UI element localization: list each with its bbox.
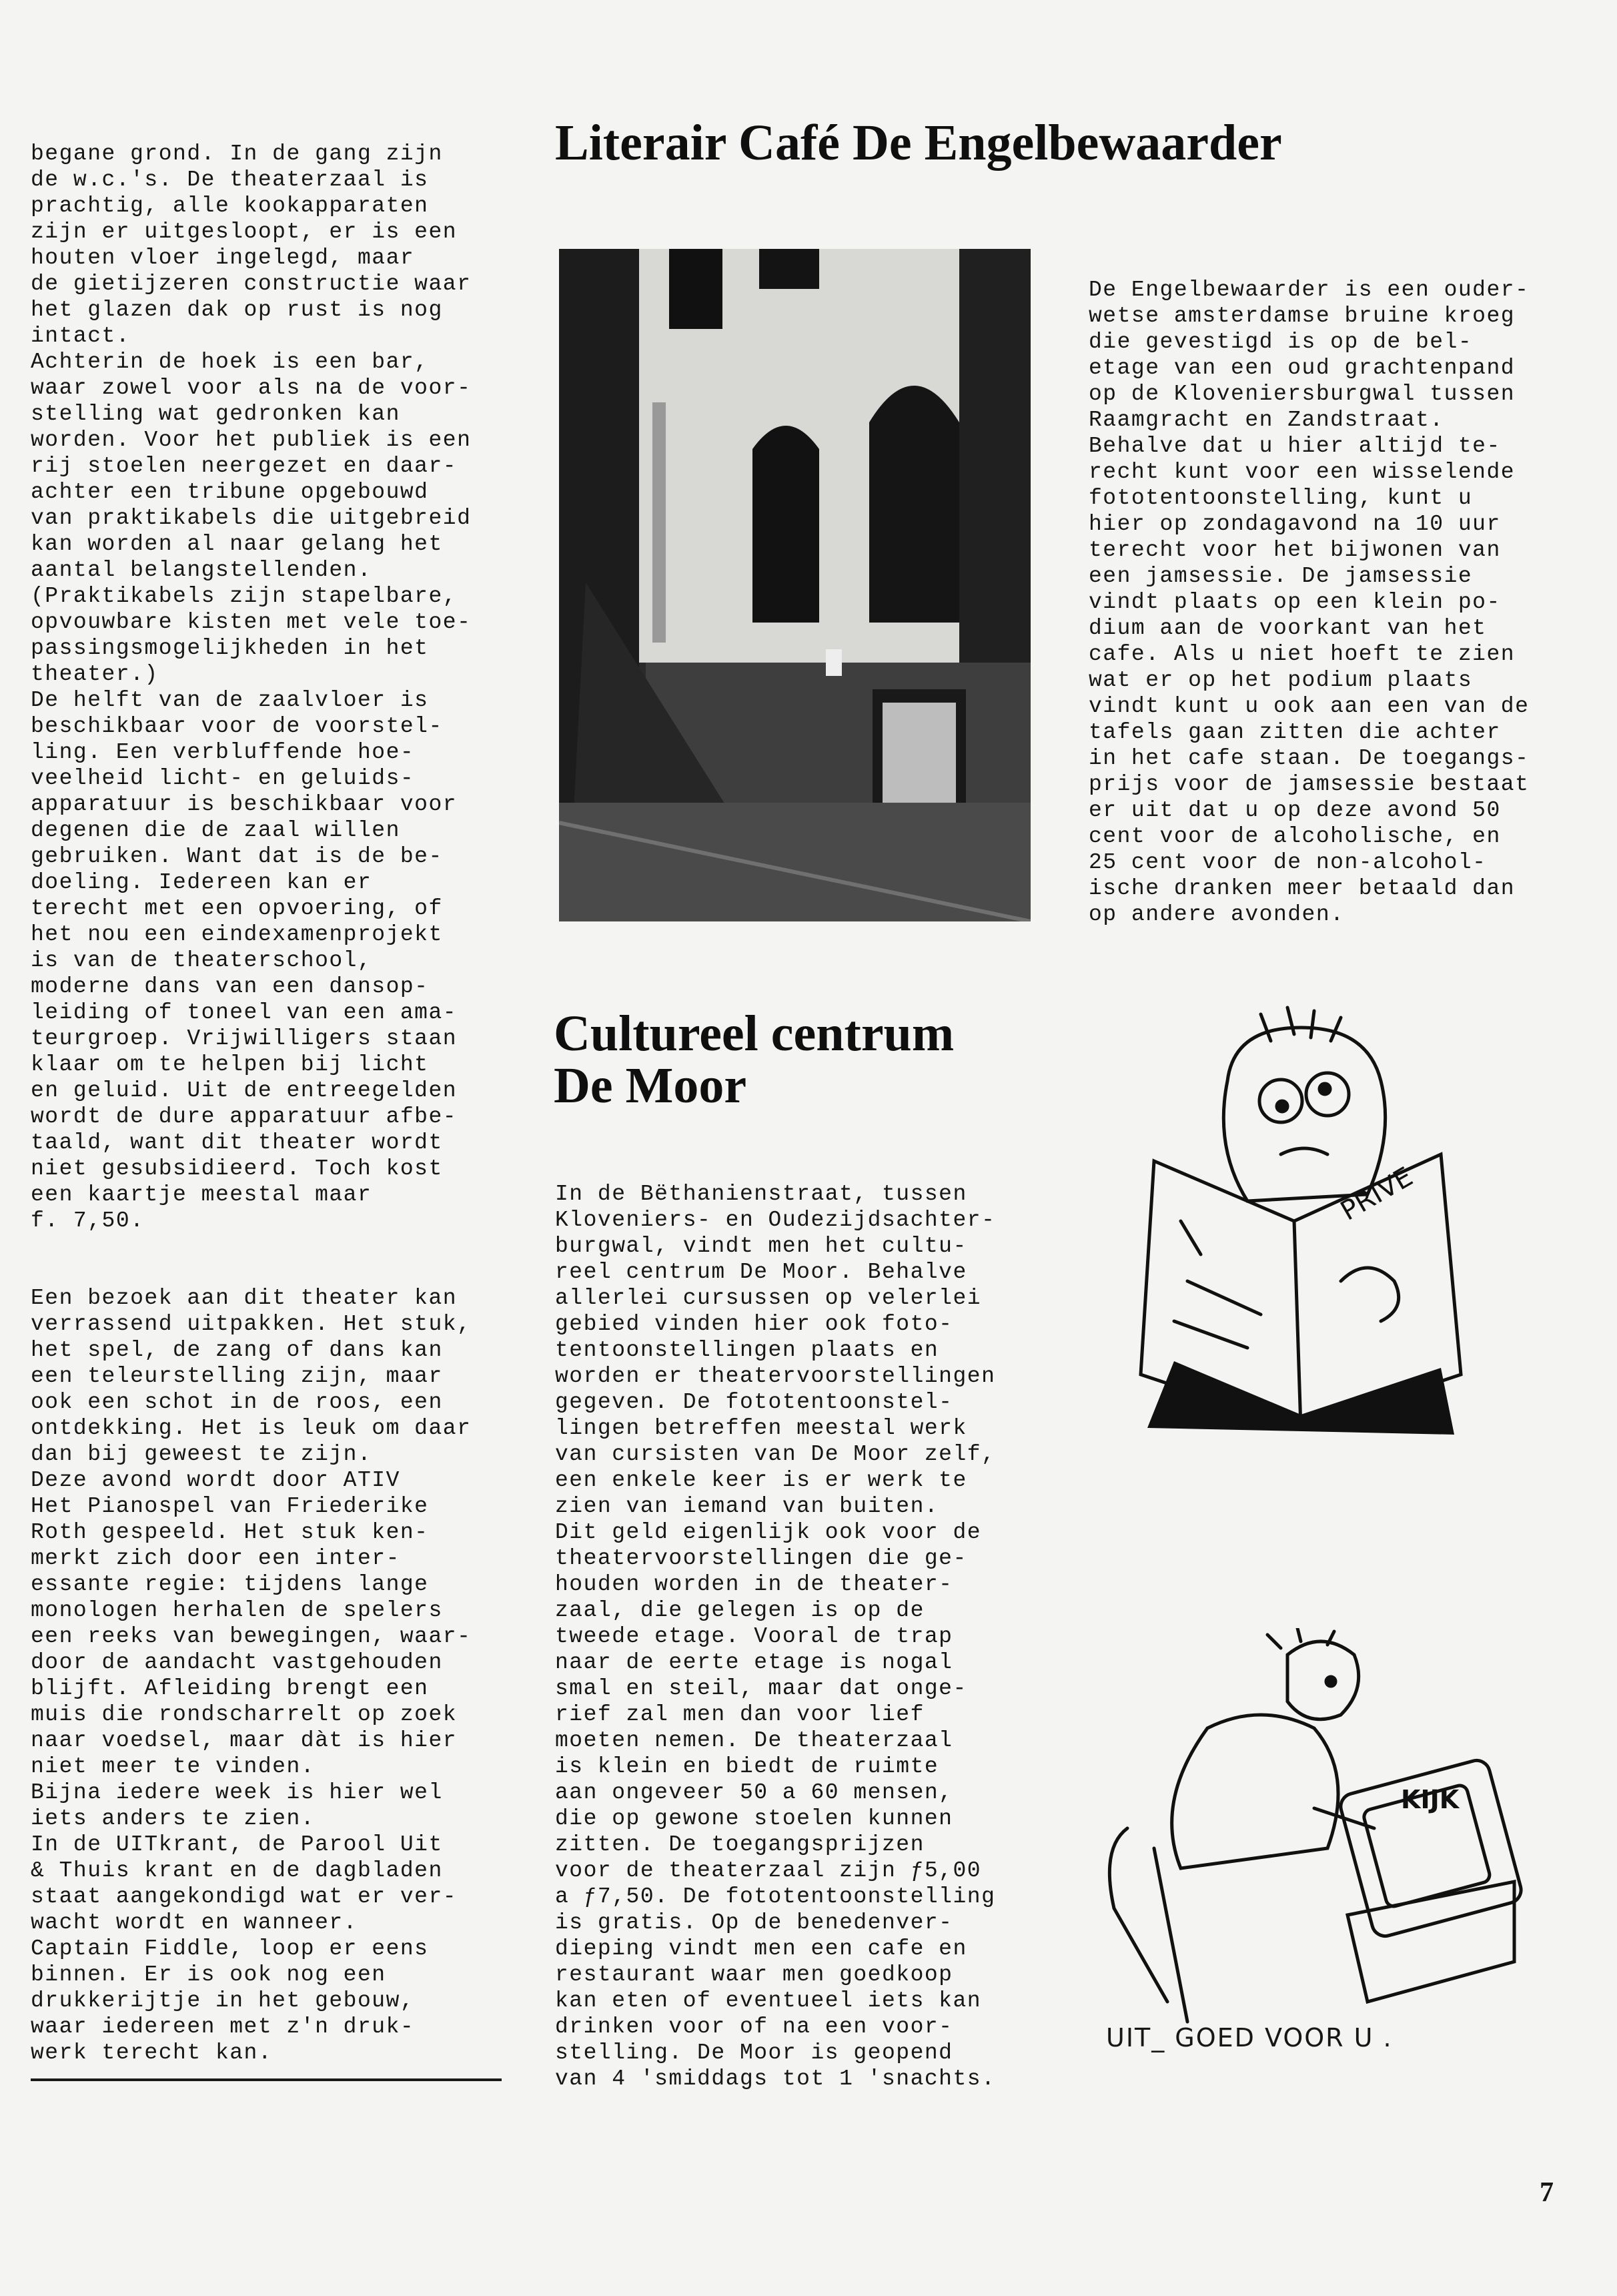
cartoon-caption: UIT_ GOED VOOR U . xyxy=(1106,2023,1393,2052)
left-paragraph-1: begane grond. In de gang zijn de w.c.'s. De theaterzaal is prachtig, alle kookapparaten zijn er uitgesloopt, er is een houten vloer ingelegd, maar de gietijzeren constructie waar het glazen dak op rust is nog intact. Achterin de hoek is een bar, waar zowel voor als na de voor- stelling wat gedronken kan worden. Voor het publiek is een rij stoelen neergezet en daar- achter een tribune opgebouwd van praktikabels die uitgebreid kan worden al naar gelang het aantal belangstellenden. (Praktikabels zijn stapelbare, opvouwbare kisten met vele toe- passingsmogelijkheden in het theater.) De helft van de zaalvloer is beschikbaar voor de voorstel- ling. Een verbluffende hoe- veelheid licht- en geluids- apparatuur is beschikbaar voor degenen die de zaal willen gebruiken. Want dat is de be- doeling. Iedereen kan er terecht met een opvoering, of het nou een eindexamenprojekt is van de theaterschool, moderne dans van een dansop- leiding of toneel van een ama- teurgroep. Vrijwilligers staan klaar om te helpen bij licht en geluid. Uit de entreegelden wordt de dure apparatuur afbe- taald, want dit theater wordt niet gesubsidieerd. Toch kost een kaartje meestal maar f. 7,50. xyxy=(31,141,472,1233)
tv-watcher-cartoon xyxy=(1087,1628,1528,2028)
tv-screen-label: KIJK xyxy=(1401,1785,1460,1814)
left-column xyxy=(31,115,511,2117)
de-moor-body: In de Bëthanienstraat, tussen Kloveniers- en Oudezijdsachter- burgwal, vindt men het cultu- reel centrum De Moor. Behalve allerlei cursussen op velerlei gebied vinden hier ook foto- tentoonstellingen plaats en worden er theatervoorstellingen gegeven. De fototentoonstel- lingen betreffen meestal werk van cursisten van De Moor zelf, een enkele keer is er werk te zien van iemand van buiten. Dit geld eigenlijk ook voor de theatervoorstellingen die ge- houden worden in de theater- zaal, die gelegen is op de tweede etage. Vooral de trap naar de eerte etage is nogal smal en steil, maar dat onge- rief zal men dan voor lief moeten nemen. De theaterzaal is klein en biedt de ruimte aan ongeveer 50 a 60 mensen, die op gewone stoelen kunnen zitten. De toegangsprijzen voor de theaterzaal zijn ƒ5,00 a ƒ7,50. De fototentoonstelling is gratis. Op de benedenver- dieping vindt men een cafe en restaurant waar men goedkoop kan eten of eventueel iets kan drinken voor of na een voor- stelling. De Moor is geopend van 4 'smiddags tot 1 'snachts. xyxy=(555,1182,996,2091)
left-paragraph-2: Een bezoek aan dit theater kan verrassend uitpakken. Het stuk, het spel, de zang of dans kan een teleurstelling zijn, maar ook een schot in de roos, een ontdekking. Het is leuk om daar dan bij geweest te zijn. Deze avond wordt door ATIV Het Pianospel van Friederike Roth gespeeld. Het stuk ken- merkt zich door een inter- essante regie: tijdens lange monologen herhalen de spelers een reeks van bewegingen, waar- door de aandacht vastgehouden blijft. Afleiding brengt een muis die rondscharrelt op zoek naar voedsel, maar dàt is hier niet meer te vinden. Bijna iedere week is hier wel iets anders te zien. In de UITkrant, de Parool Uit & Thuis krant en de dagbladen staat aangekondigd wat er ver- wacht wordt en wanneer. Captain Fiddle, loop er eens binnen. Er is ook nog een drukkerijtje in het gebouw, waar iedereen met z'n druk- werk terecht kan. xyxy=(31,1286,472,2065)
engelbewaarder-body: De Engelbewaarder is een ouder- wetse amsterdamse bruine kroeg die gevestigd is op de bel- etage van een oud grachtenpand op de Kloveniersburgwal tussen Raamgracht en Zandstraat. Behalve dat u hier altijd te- recht kunt voor een wisselende fototentoonstelling, kunt u hier op zondagavond na 10 uur terecht voor het bijwonen van een jamsessie. De jamsessie vindt plaats op een klein po- dium aan de voorkant van het cafe. Als u niet hoeft te zien wat er op het podium plaats vindt kunt u ook aan een van de tafels gaan zitten die achter in het cafe staan. De toegangs- prijs voor de jamsessie bestaat er uit dat u op deze avond 50 cent voor de alcoholische, en 25 cent voor de non-alcohol- ische dranken meer betaald dan op andere avonden. xyxy=(1089,278,1530,927)
page-number: 7 xyxy=(1540,2177,1554,2208)
de-moor-heading: Cultureel centrum De Moor xyxy=(554,1006,955,1114)
engelbewaarder-heading: Literair Café De Engelbewaarder xyxy=(555,115,1282,171)
newspaper-reader-cartoon xyxy=(1127,1001,1474,1455)
newspaper-label: PRIVE xyxy=(1335,1161,1418,1227)
cafe-facade-photo xyxy=(559,249,1031,921)
column-end-rule xyxy=(31,2078,502,2081)
